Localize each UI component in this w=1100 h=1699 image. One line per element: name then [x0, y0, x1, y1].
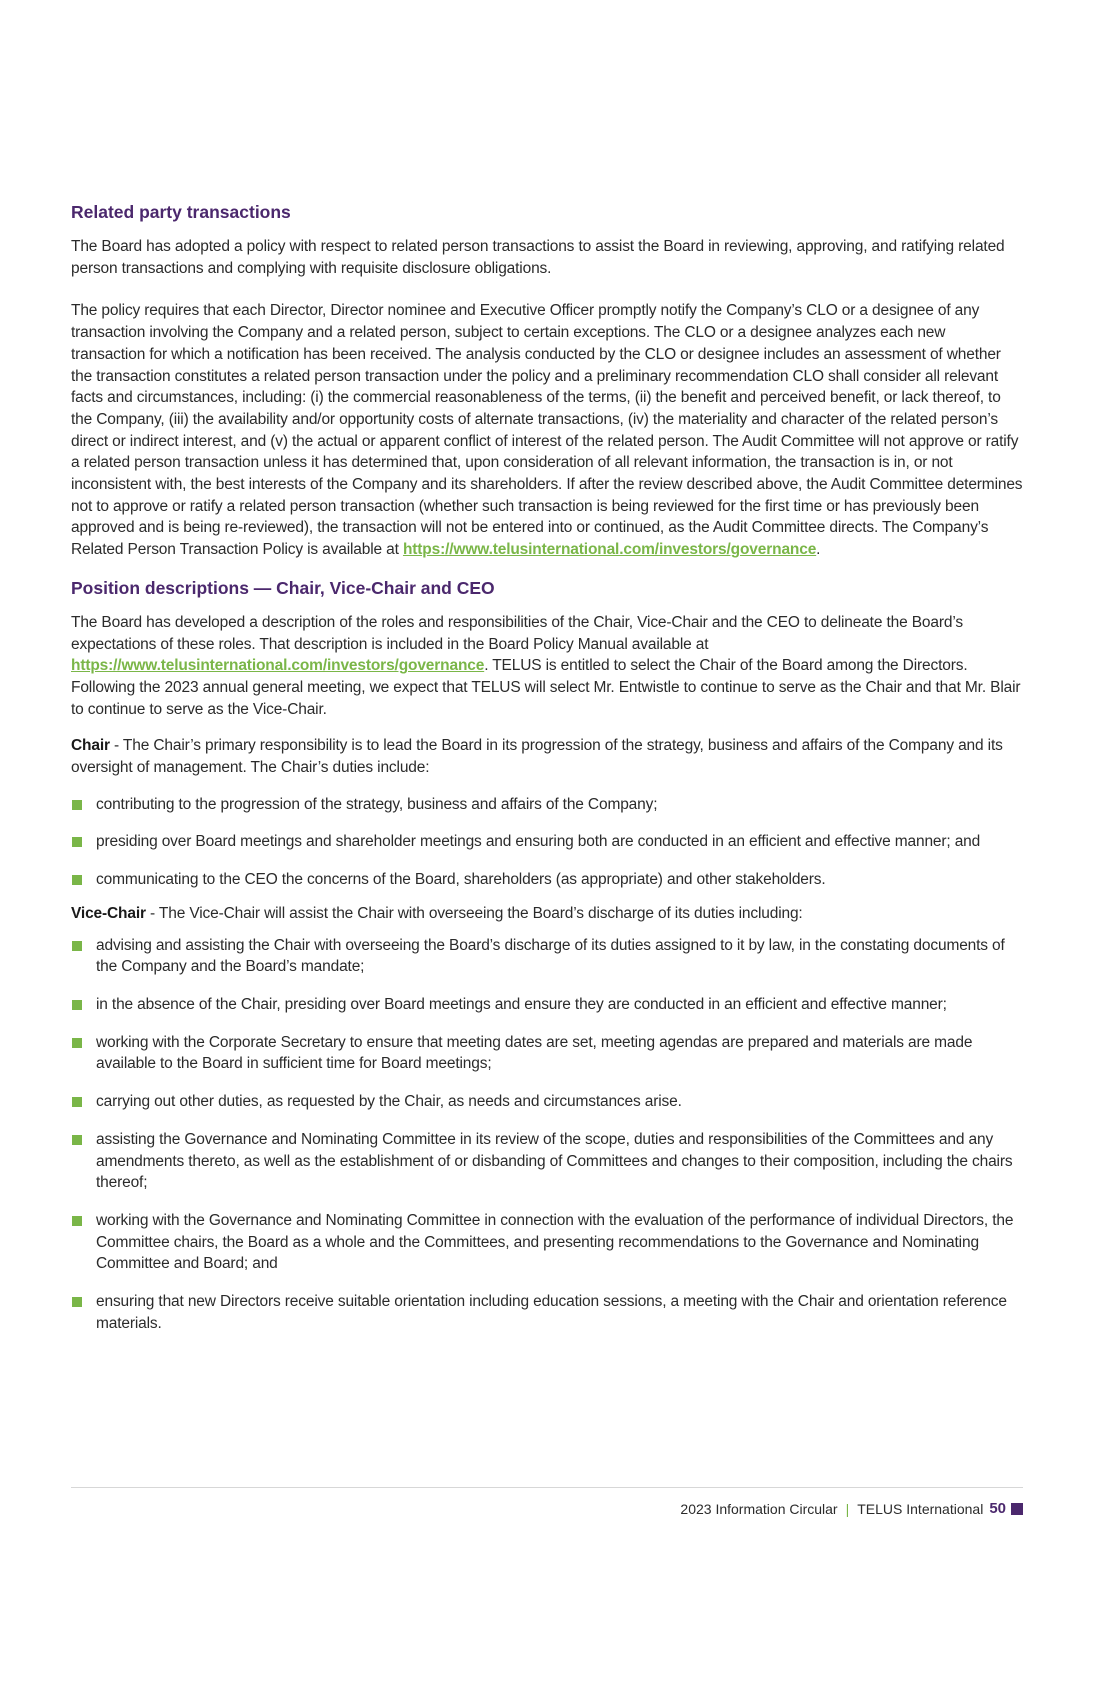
governance-link[interactable]: https://www.telusinternational.com/investors/governance [402, 541, 817, 559]
chair-description: - The Chair’s primary responsibility is to lead the Board in its progression of the strategy, business and affairs of the Company and its oversight of management. The Chair’s duties include: [71, 737, 1003, 777]
chair-paragraph [71, 735, 1023, 778]
list-item [71, 1129, 1023, 1194]
related-party-paragraph-2-end: . [816, 541, 821, 559]
related-party-paragraph-2 [71, 300, 1023, 560]
vice-chair-term: Vice-Chair [71, 904, 146, 922]
square-bullet-icon [72, 875, 82, 885]
board-policy-manual-link[interactable]: https://www.telusinternational.com/investors/governance [71, 657, 485, 675]
list-item [71, 994, 1023, 1016]
chair-term: Chair [71, 737, 110, 755]
position-paragraph-end: . TELUS is entitled to select the Chair of the Board among the Directors. Following the 2023 annual general meeting, we expect that TELUS will select Mr. Entwistle to continue to serve as the Chair and that Mr. Blair to continue to serve as the Vice-Chair. [71, 657, 1021, 718]
footer-divider [71, 1487, 1023, 1488]
list-item [71, 794, 1023, 816]
list-item [71, 1032, 1023, 1075]
footer-doc-title: 2023 Information Circular [680, 1500, 838, 1517]
chair-duties-list [71, 794, 1023, 891]
square-bullet-icon [72, 1000, 82, 1010]
square-bullet-icon [72, 1135, 82, 1145]
page-number: 50 [989, 1500, 1006, 1517]
list-item-text: contributing to the progression of the strategy, business and affairs of the Company; [96, 795, 658, 813]
page-footer [680, 1500, 1023, 1517]
vice-chair-paragraph [71, 903, 1023, 925]
list-item [71, 1091, 1023, 1113]
related-party-paragraph-2-text: The policy requires that each Director, Director nominee and Executive Officer promptly notify the Company’s CLO or a designee of any transaction involving the Company and a related person, subject to certain exceptions. The CLO or a designee analyzes each new transaction for which a notification has been received. The analysis conducted by the CLO or designee includes an assessment of whether the transaction constitutes a related person transaction under the policy and a preliminary recommendation CLO shall consider all relevant facts and circumstances, including: (i) the commercial reasonableness of the terms, (ii) the benefit and perceived benefit, or lack thereof, to the Company, (iii) the availability and/or opportunity costs of alternate transactions, (iv) the materiality and character of the related person’s direct or indirect interest, and (v) the actual or apparent conflict of interest of the related person. The Audit Committee will not approve or ratify a related person transaction unless it has determined that, upon consideration of all relevant information, the transaction is in, or not inconsistent with, the best interests of the Company and its shareholders. If after the review described above, the Audit Committee determines not to approve or ratify a related person transaction (whether such transaction is being reviewed for the first time or has previously been approved and is being re-reviewed), the transaction will not be entered into or continued, as the Audit Committee directs. The Company’s Related Person Transaction Policy is available at [71, 302, 1023, 559]
list-item-text: working with the Governance and Nominating Committee in connection with the evaluation of the performance of individual Directors, the Committee chairs, the Board as a whole and the Committees, and presenting recommendations to the Governance and Nominating Committee and Board; and [96, 1211, 1014, 1273]
list-item-text: working with the Corporate Secretary to ensure that meeting dates are set, meeting agendas are prepared and materials are made available to the Board in sufficient time for Board meetings; [96, 1033, 973, 1073]
list-item [71, 935, 1023, 978]
heading-related-party-transactions: Related party transactions [71, 202, 291, 222]
list-item [71, 1291, 1023, 1334]
list-item-text: presiding over Board meetings and shareholder meetings and ensuring both are conducted in an efficient and effective manner; and [96, 833, 981, 851]
square-bullet-icon [72, 800, 82, 810]
square-bullet-icon [72, 1097, 82, 1107]
square-bullet-icon [72, 1038, 82, 1048]
list-item-text: advising and assisting the Chair with overseeing the Board’s discharge of its duties assigned to it by law, in the constating documents of the Company and the Board’s mandate; [96, 936, 1005, 976]
position-descriptions-paragraph [71, 612, 1023, 721]
list-item-text: carrying out other duties, as requested by the Chair, as needs and circumstances arise. [96, 1093, 682, 1111]
square-bullet-icon [72, 837, 82, 847]
list-item-text: assisting the Governance and Nominating Committee in its review of the scope, duties and responsibilities of the Committees and any amendments thereto, as well as the establishment of or disbanding of Committees and changes to their composition, including the chairs thereof; [96, 1130, 1013, 1192]
footer-separator: | [845, 1500, 850, 1517]
page-content [71, 200, 1023, 1350]
list-item [71, 1210, 1023, 1275]
footer-company: TELUS International [857, 1500, 984, 1517]
list-item-text: ensuring that new Directors receive suitable orientation including education sessions, a meeting with the Chair and orientation reference materials. [96, 1293, 1007, 1332]
list-item [71, 869, 1023, 891]
heading-position-descriptions: Position descriptions — Chair, Vice-Chair and CEO [71, 577, 495, 598]
vice-chair-duties-list [71, 935, 1023, 1335]
square-bullet-icon [72, 1297, 82, 1307]
square-bullet-icon [72, 1216, 82, 1226]
list-item-text: in the absence of the Chair, presiding over Board meetings and ensure they are conducted in an efficient and effective manner; [96, 995, 947, 1013]
square-marker-icon [1011, 1503, 1023, 1515]
related-party-paragraph-1: The Board has adopted a policy with respect to related person transactions to assist the Board in reviewing, approving, and ratifying related person transactions and complying with requisite disclosure obligations. [71, 238, 1005, 277]
vice-chair-description: - The Vice-Chair will assist the Chair with overseeing the Board’s discharge of its duties including: [145, 904, 803, 922]
list-item [71, 831, 1023, 853]
square-bullet-icon [72, 941, 82, 951]
position-paragraph-start: The Board has developed a description of the roles and responsibilities of the Chair, Vice-Chair and the CEO to delineate the Board’s expectations of these roles. That description is included in the Board Policy Manual available at [71, 613, 963, 653]
list-item-text: communicating to the CEO the concerns of the Board, shareholders (as appropriate) and other stakeholders. [96, 871, 826, 889]
